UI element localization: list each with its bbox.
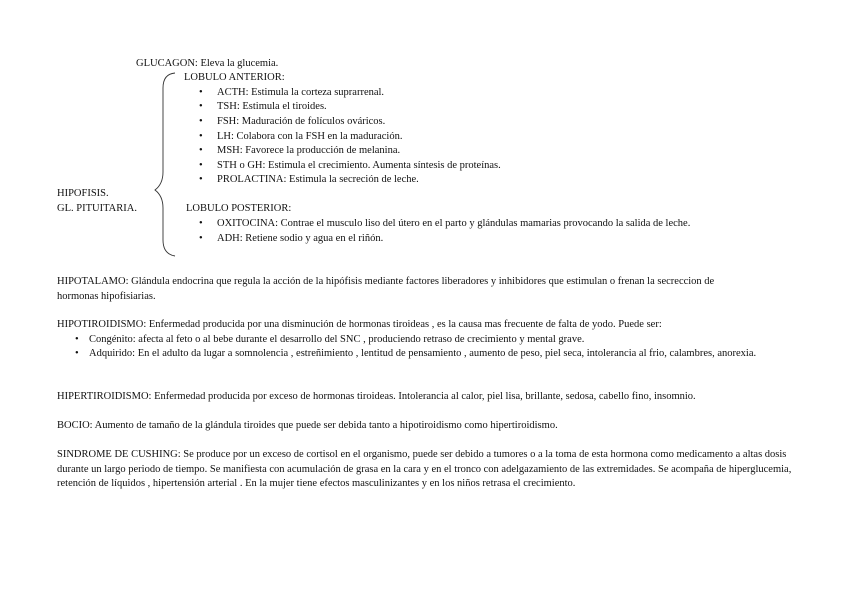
list-item-text: OXITOCINA: Contrae el musculo liso del útero en el parto y glándulas mamarias provocando la salida de leche. <box>217 218 691 229</box>
bullet-icon: • <box>199 131 203 142</box>
bullet-icon: • <box>199 87 203 98</box>
list-item-text: LH: Colabora con la FSH en la maduración. <box>217 131 403 142</box>
lobulo-posterior-title: LOBULO POSTERIOR: <box>186 203 292 214</box>
brace-icon <box>153 72 177 258</box>
hipofisis-label: HIPOFISIS. <box>57 188 109 199</box>
bullet-icon: • <box>199 116 203 127</box>
cushing-paragraph <box>57 448 792 492</box>
list-item-text: PROLACTINA: Estimula la secreción de leche. <box>217 174 419 185</box>
list-item-text: Adquirido: En el adulto da lugar a somnolencia , estreñimiento , lentitud de pensamiento , aumento de peso, piel seca, intolerancia al frio, calambres, anorexia. <box>89 348 757 360</box>
bullet-icon: • <box>199 218 203 229</box>
hipotalamo-paragraph <box>57 275 757 304</box>
glucagon-line: GLUCAGON: Eleva la glucemia. <box>136 58 279 69</box>
list-item-text: ADH: Retiene sodio y agua en el riñón. <box>217 233 384 244</box>
bullet-icon: • <box>199 233 203 244</box>
hipotiroidismo-list <box>57 333 797 362</box>
bullet-icon: • <box>75 333 79 345</box>
bullet-icon: • <box>199 145 203 156</box>
list-item-text: Congénito: afecta al feto o al bebe durante el desarrollo del SNC , produciendo retraso de crecimiento y mental grave. <box>89 333 585 345</box>
cushing-text: SINDROME DE CUSHING: Se produce por un exceso de cortisol en el organismo, puede ser debido a tumores o a la toma de esta hormona como medicamento a altas dosis durante un largo periodo de tiempo. Se manifiesta con acumulación de grasa en la cara y en el tronco con adelgazamiento de las extremidades. Se acompaña de hiperglucemia, retención de líquidos , hipertensión arterial . En la mujer tiene efectos masculinizantes y en los niños retrasa el crecimiento. <box>57 449 792 490</box>
list-item-text: STH o GH: Estimula el crecimiento. Aumenta síntesis de proteínas. <box>217 160 501 171</box>
list-item-text: ACTH: Estimula la corteza suprarrenal. <box>217 87 385 98</box>
list-item-text: FSH: Maduración de folículos ováricos. <box>217 116 386 127</box>
bullet-icon: • <box>199 160 203 171</box>
pituitaria-label: GL. PITUITARIA. <box>57 203 137 214</box>
hipertiroidismo-text: HIPERTIROIDISMO: Enfermedad producida por exceso de hormonas tiroideas. Intolerancia al calor, piel lisa, brillante, sedosa, cabello fino, insomnio. <box>57 391 696 402</box>
bullet-icon: • <box>75 348 79 360</box>
list-item-text: MSH: Favorece la producción de melanina. <box>217 145 401 156</box>
bullet-icon: • <box>199 174 203 185</box>
bullet-icon: • <box>199 101 203 112</box>
bocio-text: BOCIO: Aumento de tamaño de la glándula tiroides que puede ser debida tanto a hipotiroidismo como hipertiroidismo. <box>57 420 558 431</box>
hipertiroidismo-paragraph <box>57 390 817 405</box>
bocio-paragraph <box>57 419 797 434</box>
list-item <box>57 333 797 348</box>
hipotiroidismo-text: HIPOTIROIDISMO: Enfermedad producida por una disminución de hormonas tiroideas , es la causa mas frecuente de falta de yodo. Puede ser: <box>57 319 662 330</box>
list-item-text: TSH: Estimula el tiroides. <box>217 101 327 112</box>
hipotiroidismo-section <box>57 318 797 362</box>
hipotalamo-text: HIPOTALAMO: Glándula endocrina que regula la acción de la hipófisis mediante factores liberadores y inhibidores que estimulan o frenan la secreccion de hormonas hipofisiarias. <box>57 276 715 302</box>
list-item <box>57 347 761 362</box>
lobulo-anterior-title: LOBULO ANTERIOR: <box>184 72 285 83</box>
